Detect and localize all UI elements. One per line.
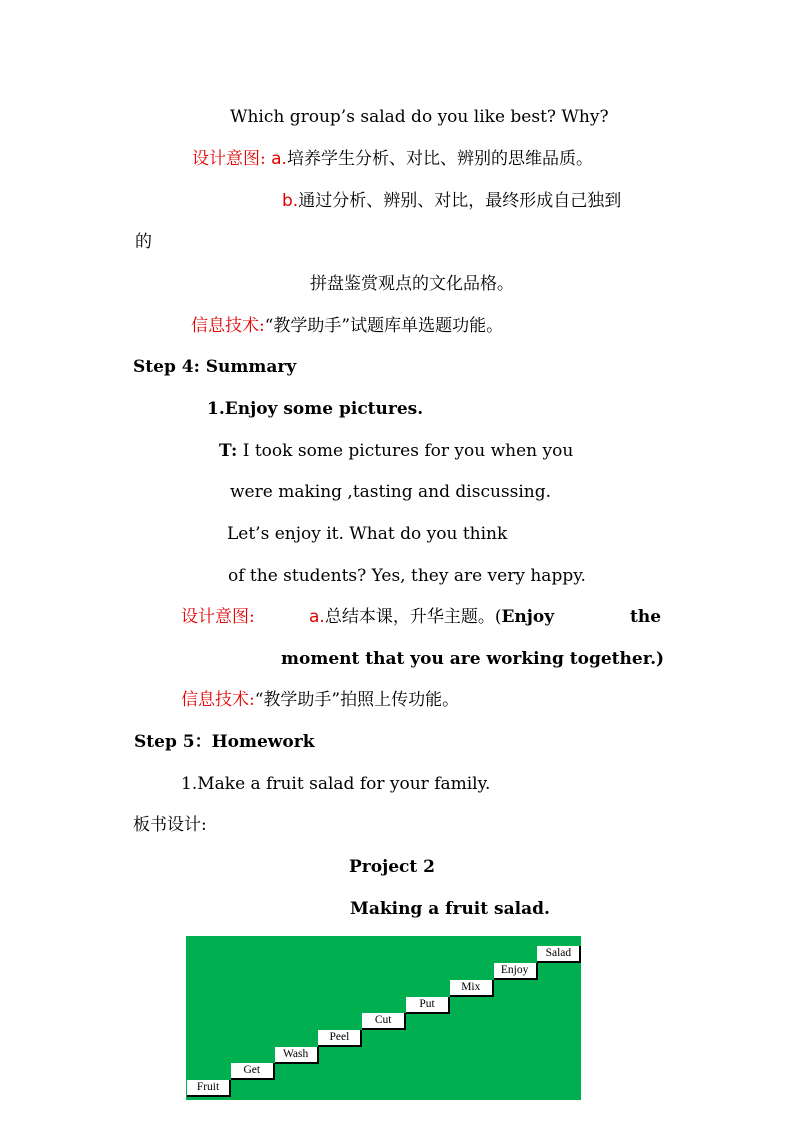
board-title-making: Making a fruit salad. [350,899,550,919]
info-tech-text-2: “教学助手”拍照上传功能。 [254,690,460,710]
point-b-marker: b. [282,191,299,211]
info-tech-text: “教学助手”试题库单选题功能。 [264,316,504,336]
teacher-prefix: T: [219,441,238,461]
question-line: Which group’s salad do you like best? Why? [230,107,609,127]
design2-enjoy: Enjoy [501,607,555,627]
design-intent-label-2: 设计意图: [181,607,255,627]
design-intent-line-3: 拼盘鉴赏观点的文化品格。 [310,274,514,294]
step-get: Get [231,1063,275,1080]
design2-text: 总结本课，升华主题。( [324,607,502,627]
step-enjoy: Enjoy [494,963,538,980]
point-a-marker: a. [271,149,287,169]
point-b-text: 通过分析、辨别、对比，最终形成自己独到 [298,191,622,211]
step-cut: Cut [362,1013,406,1030]
staircase-diagram [186,936,581,1100]
step5-item-1: 1.Make a fruit salad for your family. [181,774,491,794]
design-intent-2-text [309,606,554,628]
teacher-text-1: I took some pictures for you when you [242,441,574,461]
step-fruit: Fruit [187,1080,231,1097]
design-intent-wrap: 的 [135,232,152,252]
step-mix: Mix [450,980,494,997]
teacher-line-2: were making ,tasting and discussing. [230,482,552,502]
step4-item-1: 1.Enjoy some pictures. [207,399,424,419]
board-title-project: Project 2 [349,857,435,877]
step5-heading: Step 5：Homework [134,732,315,752]
step-put: Put [406,997,450,1014]
point-a-text: 培养学生分析、对比、辨别的思维品质。 [286,149,593,169]
design-intent-label: 设计意图: [192,149,266,169]
info-tech-label-2: 信息技术: [181,690,255,710]
teacher-line-4: of the students? Yes, they are very happy. [228,566,586,586]
design2-marker: a. [309,607,325,627]
step4-heading: Step 4: Summary [133,357,297,377]
step-peel: Peel [318,1030,362,1047]
design2-the: the [630,607,662,627]
design-intent-2-line-2: moment that you are working together.) [281,649,665,669]
design-intent-line-2 [282,190,621,212]
step-salad: Salad [537,946,581,963]
teacher-line-3: Let’s enjoy it. What do you think [227,524,508,544]
design-intent-line-1 [192,148,593,170]
info-tech-label: 信息技术: [191,316,265,336]
info-tech-line-1 [191,315,503,337]
step-wash: Wash [275,1047,319,1064]
info-tech-line-2 [181,689,459,711]
teacher-line-1 [219,440,573,462]
board-design-label: 板书设计: [133,815,207,835]
